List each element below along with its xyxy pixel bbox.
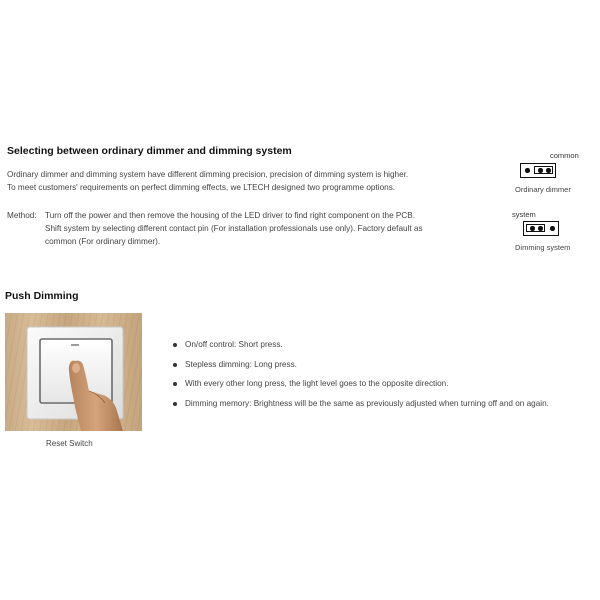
jumper-pin-3 xyxy=(546,168,551,173)
section-title-push-dimming: Push Dimming xyxy=(5,290,79,302)
jumper-system-caption: Dimming system xyxy=(515,243,571,252)
jumper-pin-3 xyxy=(550,226,555,231)
intro-line-2: To meet customers' requirements on perfect dimming effects, we LTECH designed two programme options. xyxy=(7,183,396,192)
list-item: Dimming memory: Brightness will be the same as previously adjusted when turning off and on again. xyxy=(173,399,549,419)
method-label: Method: xyxy=(7,211,37,220)
feature-list xyxy=(173,340,549,418)
bullet-icon xyxy=(173,363,177,367)
jumper-pin-1 xyxy=(530,226,535,231)
method-line-1: Turn off the power and then remove the housing of the LED driver to find right component on the PCB. xyxy=(45,211,416,220)
jumper-common-diagram xyxy=(520,163,556,178)
jumper-common-caption: Ordinary dimmer xyxy=(515,185,571,194)
method-line-3: common (For ordinary dimmer). xyxy=(45,237,161,246)
reset-switch-photo xyxy=(5,313,142,431)
jumper-system-label: system xyxy=(512,210,536,219)
jumper-pin-2 xyxy=(538,226,543,231)
jumper-common-label: common xyxy=(550,151,579,160)
list-item: On/off control: Short press. xyxy=(173,340,549,360)
photo-caption: Reset Switch xyxy=(46,439,93,448)
switch-hand-illustration xyxy=(5,313,142,431)
bullet-icon xyxy=(173,402,177,406)
jumper-pin-2 xyxy=(538,168,543,173)
jumper-system-diagram xyxy=(523,221,559,236)
jumper-pin-1 xyxy=(525,168,530,173)
list-item: With every other long press, the light level goes to the opposite direction. xyxy=(173,379,549,399)
intro-line-1: Ordinary dimmer and dimming system have different dimming precision, precision of dimming system is higher. xyxy=(7,170,409,179)
bullet-icon xyxy=(173,343,177,347)
list-item: Stepless dimming: Long press. xyxy=(173,360,549,380)
bullet-icon xyxy=(173,382,177,386)
section-title-dimmer: Selecting between ordinary dimmer and dimming system xyxy=(7,145,292,157)
method-line-2: Shift system by selecting different contact pin (For installation professionals use only). Factory default as xyxy=(45,224,423,233)
